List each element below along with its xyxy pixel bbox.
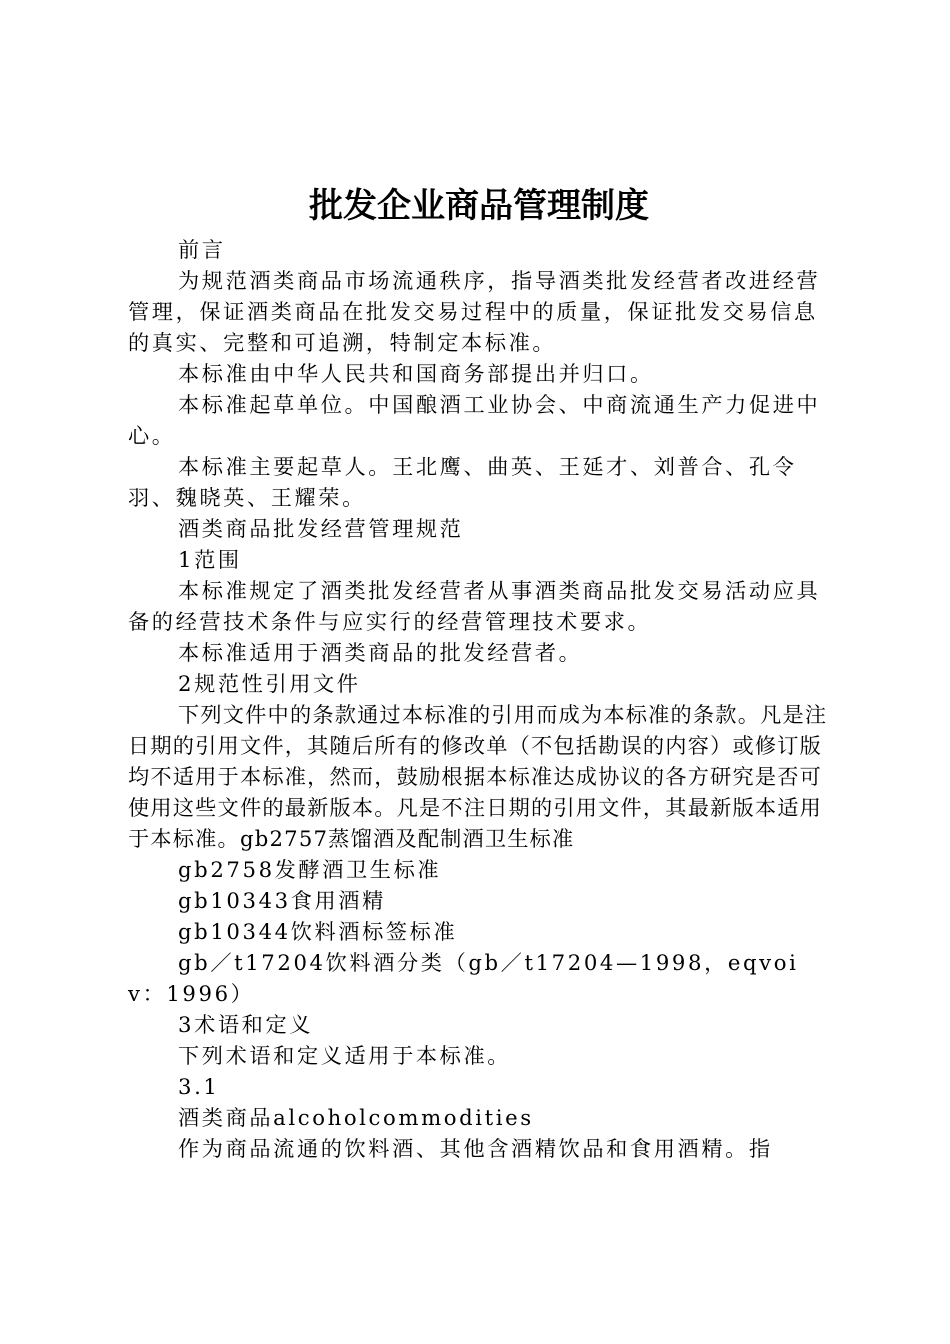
- paragraph-scope-applicability: 本标准适用于酒类商品的批发经营者。: [178, 640, 583, 665]
- reference-item: gb2758发酵酒卫生标准: [178, 857, 442, 882]
- document-title: 批发企业商品管理制度: [309, 186, 649, 226]
- paragraph-scope-content: 本标准规定了酒类批发经营者从事酒类商品批发交易活动应具备的经营技术条件与应实行的经营管理技术要求。: [128, 578, 821, 634]
- clause-number: 3.1: [178, 1074, 220, 1099]
- paragraph-drafters: 本标准主要起草人。王北鹰、曲英、王延才、刘普合、孔令羽、魏晓英、王耀荣。: [128, 454, 797, 510]
- term-definition: 作为商品流通的饮料酒、其他含酒精饮品和食用酒精。指: [178, 1136, 773, 1161]
- section-heading-scope: 1范围: [178, 547, 242, 572]
- section-heading-terms: 3术语和定义: [178, 1012, 314, 1037]
- document-body: [128, 234, 834, 1164]
- paragraph-terms-intro: 下列术语和定义适用于本标准。: [178, 1043, 512, 1068]
- section-heading-references: 2规范性引用文件: [178, 671, 361, 696]
- paragraph-proposer: 本标准由中华人民共和国商务部提出并归口。: [178, 361, 654, 386]
- paragraph-drafting-units: 本标准起草单位。中国酿酒工业协会、中商流通生产力促进中心。: [128, 392, 821, 448]
- paragraph-preface-purpose: 为规范酒类商品市场流通秩序，指导酒类批发经营者改进经营管理，保证酒类商品在批发交易过程中的质量，保证批发交易信息的真实、完整和可追溯，特制定本标准。: [128, 268, 821, 355]
- term-name: 酒类商品alcoholcommodities: [178, 1105, 534, 1130]
- paragraph-references-intro: 下列文件中的条款通过本标准的引用而成为本标准的条款。凡是注日期的引用文件，其随后所有的修改单（不包括勘误的内容）或修订版均不适用于本标准，然而，鼓励根据本标准达成协议的各方研究是否可使用这些文件的最新版本。凡是不注日期的引用文件，其最新版本适用于本标准。gb2757蒸馏酒及配制酒卫生标准: [128, 702, 828, 851]
- reference-item: gb10343食用酒精: [178, 888, 386, 913]
- reference-item: gb10344饮料酒标签标准: [178, 919, 458, 944]
- reference-item: gb／t17204饮料酒分类（gb／t17204—1998，eqvoiv：1996）: [128, 950, 799, 1006]
- paragraph-preface-heading: 前言: [178, 237, 226, 262]
- paragraph-standard-name: 酒类商品批发经营管理规范: [178, 516, 464, 541]
